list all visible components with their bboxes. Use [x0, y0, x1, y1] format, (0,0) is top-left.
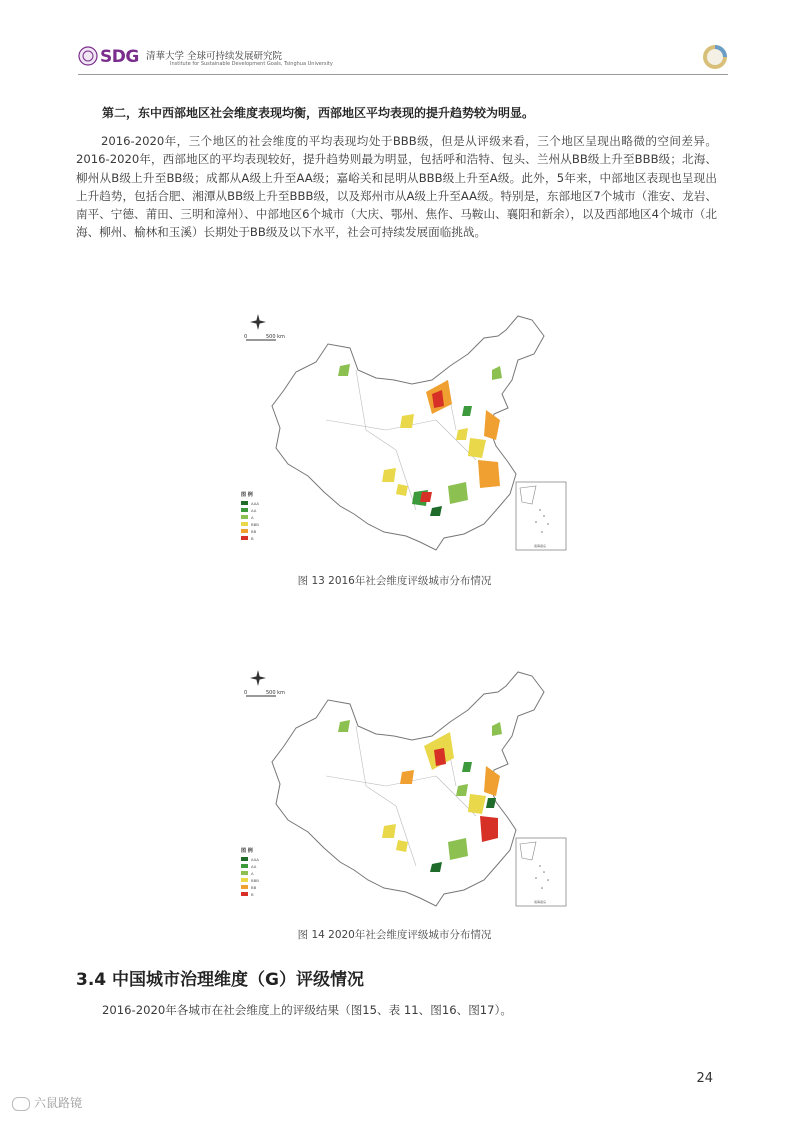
- figure-13-caption: 图 13 2016年社会维度评级城市分布情况: [297, 575, 492, 587]
- legend-aa: AA: [251, 864, 257, 869]
- section-heading: 第二，东中西部地区社会维度表现均衡，西部地区平均表现的提升趋势较为明显。: [102, 106, 535, 120]
- compass-icon: [250, 314, 266, 330]
- legend-a: A: [251, 515, 254, 520]
- section-intro: 2016-2020年各城市在社会维度上的评级结果（图15、表 11、图16、图17）。: [102, 1003, 512, 1017]
- legend-b: B: [251, 892, 254, 897]
- compass-icon: [250, 670, 266, 686]
- legend-bbb: BBB: [251, 522, 259, 527]
- inset-label: 南海诸岛: [534, 544, 547, 548]
- header-rule: [78, 74, 728, 75]
- sdg-logo: SDG: [100, 47, 139, 67]
- legend-bb: BB: [251, 885, 257, 890]
- legend-b: B: [251, 536, 254, 541]
- institute-name: 清華大学 全球可持续发展研究院: [146, 51, 283, 62]
- map-2016: [236, 310, 572, 556]
- map-2020: [236, 666, 572, 912]
- body-paragraph: 2016-2020年，三个地区的社会维度的平均表现均处于BBB级，但是从评级来看，三个地区呈现出略微的空间差异。2016-2020年，西部地区的平均表现较好，提升趋势则最为明显，包括呼和浩特、包头、兰州从BB级上升至BBB级；北海、柳州从B级上升至BB级；成都从A级上升至AA级；嘉峪关和昆明从BBB级上升至A级。此外，5年来，中部地区表现也呈现出上升趋势，包括合肥、湘潭从BB级上升至BBB级，以及郑州市从A级上升至AA级。特别是，东部地区7个城市（淮安、龙岩、南平、宁德、莆田、三明和漳州）、中部地区6个城市（大庆、鄂州、焦作、马鞍山、襄阳和新余），以及西部地区4个城市（北海、柳州、榆林和玉溪）长期处于BB级及以下水平，社会可持续发展面临挑战。: [76, 134, 717, 240]
- institute-name-en: Institute for Sustainable Development Goals, Tsinghua University: [170, 61, 333, 67]
- figure-14-caption: 图 14 2020年社会维度评级城市分布情况: [297, 929, 492, 941]
- scale-zero: 0: [244, 334, 248, 340]
- legend-a: A: [251, 871, 254, 876]
- legend-bbb: BBB: [251, 878, 259, 883]
- scale-label: 500 km: [266, 334, 285, 340]
- south-china-sea-inset: [516, 838, 566, 906]
- sdg-wheel-icon: [702, 44, 728, 70]
- page-header: [78, 44, 728, 76]
- page-number: 24: [696, 1071, 713, 1086]
- legend-aaa: AAA: [251, 857, 260, 862]
- university-seal-icon: [78, 46, 98, 66]
- map-legend: [241, 491, 259, 541]
- scale-label: 500 km: [266, 690, 285, 696]
- scale-zero: 0: [244, 690, 248, 696]
- inset-label: 南海诸岛: [534, 900, 547, 904]
- section-title: 3.4 中国城市治理维度（G）评级情况: [76, 970, 364, 990]
- map-legend: [241, 847, 259, 897]
- watermark: 六鼠路镜: [12, 1094, 82, 1111]
- watermark-icon: [12, 1097, 30, 1111]
- legend-title: 图 例: [241, 492, 253, 498]
- legend-aaa: AAA: [251, 501, 260, 506]
- legend-bb: BB: [251, 529, 257, 534]
- south-china-sea-inset: [516, 482, 566, 550]
- legend-title: 图 例: [241, 848, 253, 854]
- legend-aa: AA: [251, 508, 257, 513]
